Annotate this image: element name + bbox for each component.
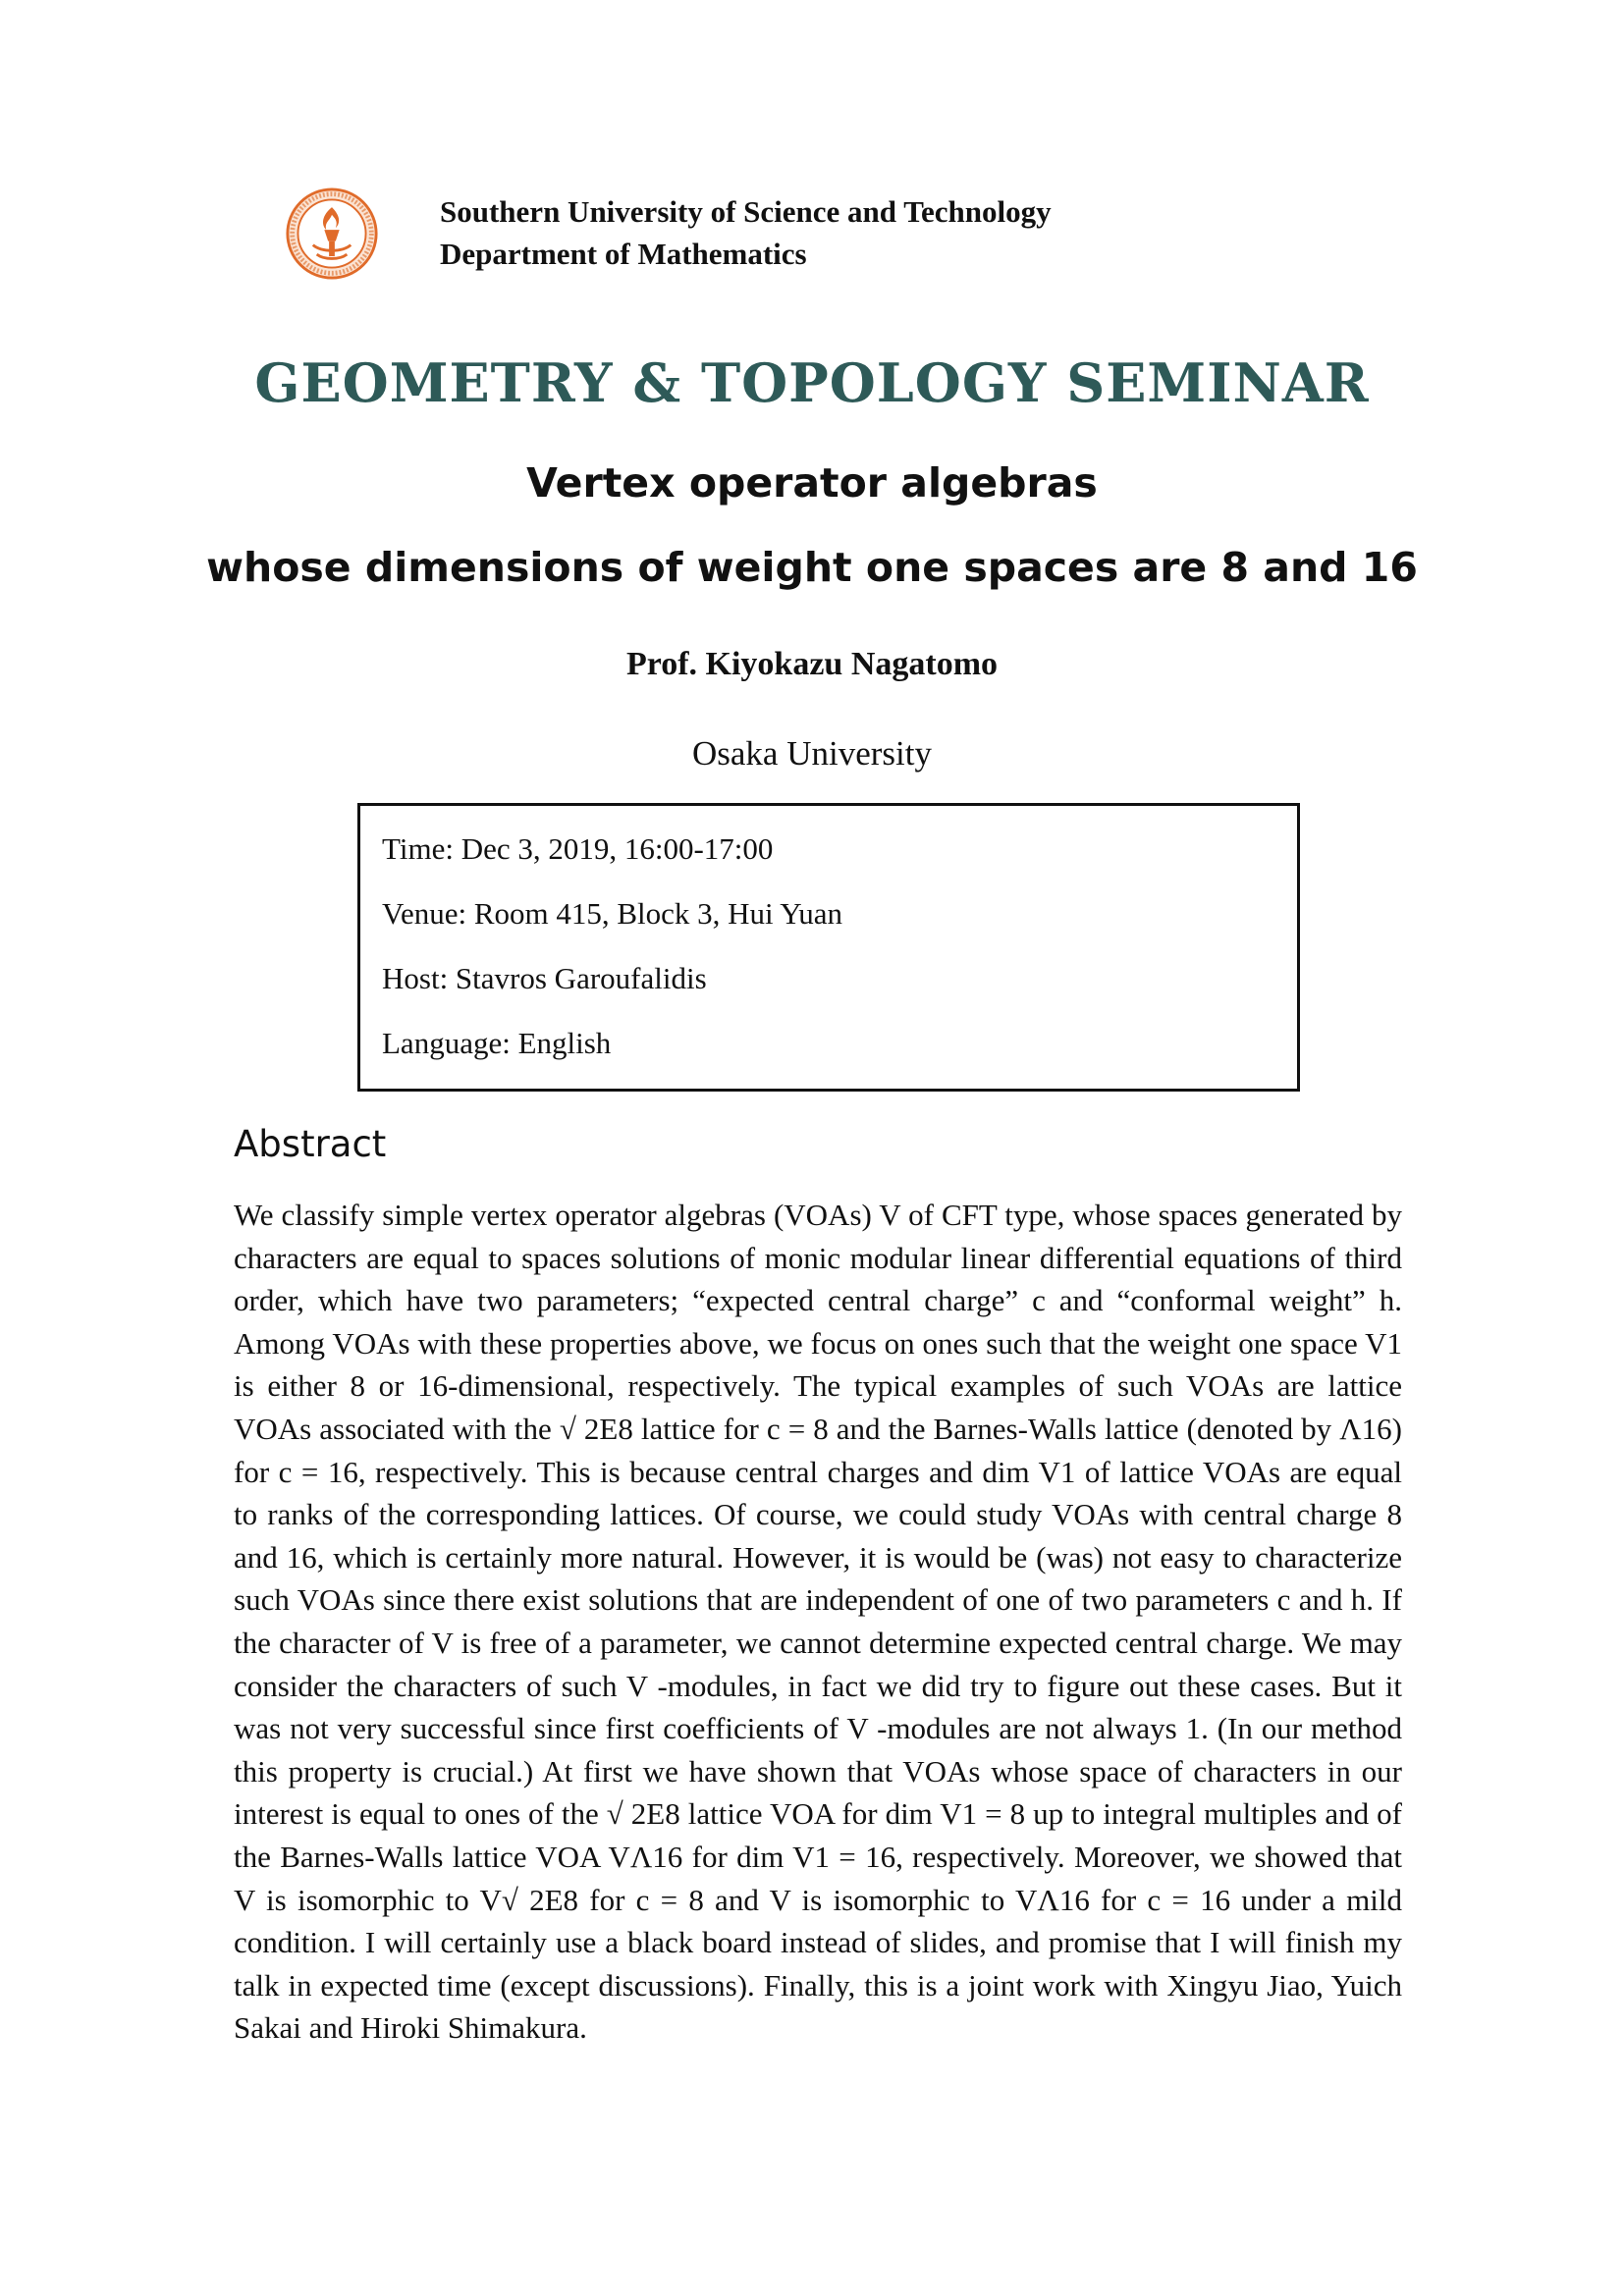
speaker-name: Prof. Kiyokazu Nagatomo [625,646,999,682]
event-time: Time: Dec 3, 2019, 16:00-17:00 [382,831,774,866]
university-name: Southern University of Science and Technology [440,194,1052,229]
department-name: Department of Mathematics [440,237,807,271]
seminar-series-title: GEOMETRY & TOPOLOGY SEMINAR [254,351,1370,414]
speaker-affiliation: Osaka University [692,734,932,773]
event-venue: Venue: Room 415, Block 3, Hui Yuan [382,896,842,931]
event-host: Host: Stavros Garoufalidis [382,961,707,995]
abstract-body: We classify simple vertex operator algebras (VOAs) V of CFT type, whose spaces generated by characters are equal to spaces solutions of monic modular linear differential equations of third order, which have two parameters; “expected central charge” c and “conformal weight” h. Among VOAs with these properties above, we focus on ones such that the weight one space V1 is either 8 or 16-dimensional, respectively. The typical examples of such VOAs are lattice VOAs associated with the √ 2E8 lattice for c = 8 and the Barnes-Walls lattice (denoted by Λ16) for c = 16, respectively. This is because central charges and dim V1 of lattice VOAs are equal to ranks of the corresponding lattices. Of course, we could study VOAs with central charge 8 and 16, which is certainly more natural. However, it is would be (was) not easy to characterize such VOAs since there exist solutions that are independent of one of two parameters c and h. If the character of V is free of a parameter, we cannot determine expected central charge. We may consider the characters of such V -modules, in fact we did try to figure out these cases. But it was not very successful since first coefficients of V -modules are not always 1. (In our method this property is crucial.) At first we have shown that VOAs whose space of characters in our interest is equal to ones of the √ 2E8 lattice VOA for dim V1 = 8 up to integral multiples and of the Barnes-Walls lattice VOA VΛ16 for dim V1 = 16, respectively. Moreover, we showed that V is isomorphic to V√ 2E8 for c = 8 and V is isomorphic to VΛ16 for c = 16 under a mild condition. I will certainly use a black board instead of slides, and promise that I will finish my talk in expected time (except discussions). Finally, this is a joint work with Xingyu Jiao, Yuich Sakai and Hiroki Shimakura. [234,1198,1402,2046]
talk-title-line-1: Vertex operator algebras [526,459,1098,507]
talk-title-line-2: whose dimensions of weight one spaces are 8 and 16 [206,544,1418,591]
institution-block [440,190,1052,275]
event-info-box [357,803,1300,1092]
university-seal-icon [285,187,379,281]
event-language: Language: English [382,1026,612,1060]
abstract-heading: Abstract [234,1123,387,1165]
